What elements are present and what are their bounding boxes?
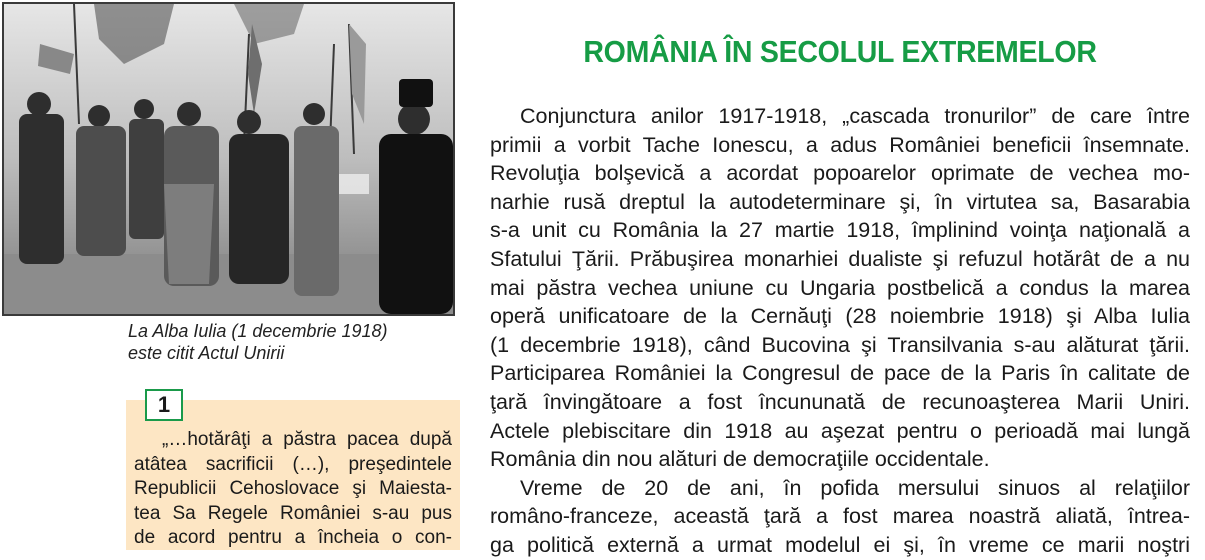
photo-caption <box>128 320 458 364</box>
body-line: (1 decembrie 1918), când Bucovina şi Transilvania s-au alăturat ţării. <box>490 332 1190 357</box>
body-line: narhie rusă dreptul la autodeterminare şi, în virtutea sa, Basarabia <box>490 189 1190 214</box>
historical-photo <box>2 2 455 316</box>
body-line: Revoluţia bolşevică a acordat popoarelor oprimate de vechea mo- <box>490 161 1190 186</box>
body-line: ţară învingătoare a fost încununată de recunoaşterea Marii Uniri. <box>490 389 1190 414</box>
body-line: Participarea României la Congresul de pace de la Paris în calitate de <box>490 361 1190 386</box>
body-line: Conjunctura anilor 1917-1918, „cascada tronurilor” de care între <box>520 104 1190 128</box>
source-number-badge: 1 <box>145 389 183 421</box>
body-line: Actele plebiscitare din 1918 au aşezat pentru o perioadă mai lungă <box>490 418 1190 443</box>
source-line: Republicii Cehoslovace şi Maiesta- <box>134 478 452 499</box>
source-line: de acord pentru a încheia o con- <box>134 527 452 548</box>
source-quote <box>134 428 452 551</box>
source-line: tea Sa Regele României s-au pus <box>134 502 452 524</box>
body-line: Vreme de 20 de ani, în pofida mersului sinuos al relaţiilor <box>520 475 1190 500</box>
body-line: româno-franceze, această ţară a fost marea noastră aliată, întrea- <box>490 504 1190 529</box>
body-line: ga politică externă a urmat modelul ei şi, în vreme ce marii noştri <box>490 532 1190 557</box>
body-line: Sfatului Ţării. Prăbuşirea monarhiei dualiste şi refuzul hotărât de a nu <box>490 246 1190 271</box>
body-line: mai păstra vechea uniune cu Ungaria postbelică a condus la marea <box>490 275 1190 300</box>
body-line: operă unificatoare de la Cernăuţi (28 noiembrie 1918) şi Alba Iulia <box>490 304 1190 329</box>
caption-line: La Alba Iulia (1 decembrie 1918) <box>128 321 388 341</box>
body-line: România din nou alături de democraţiile occidentale. <box>490 447 990 472</box>
source-line: atâtea sacrificii (…), preşedintele <box>134 453 452 475</box>
photo-illustration <box>4 4 453 314</box>
article-body <box>490 102 1190 560</box>
body-line: primii a vorbit Tache Ionescu, a adus României beneficii însemnate. <box>490 132 1190 157</box>
page-title: ROMÂNIA ÎN SECOLUL EXTREMELOR <box>583 34 1097 69</box>
caption-line: este citit Actul Unirii <box>128 343 285 363</box>
body-line: s-a unit cu România la 27 martie 1918, împlinind voinţa naţională a <box>490 218 1190 243</box>
source-line: „…hotărâţi a păstra pacea după <box>162 429 452 450</box>
